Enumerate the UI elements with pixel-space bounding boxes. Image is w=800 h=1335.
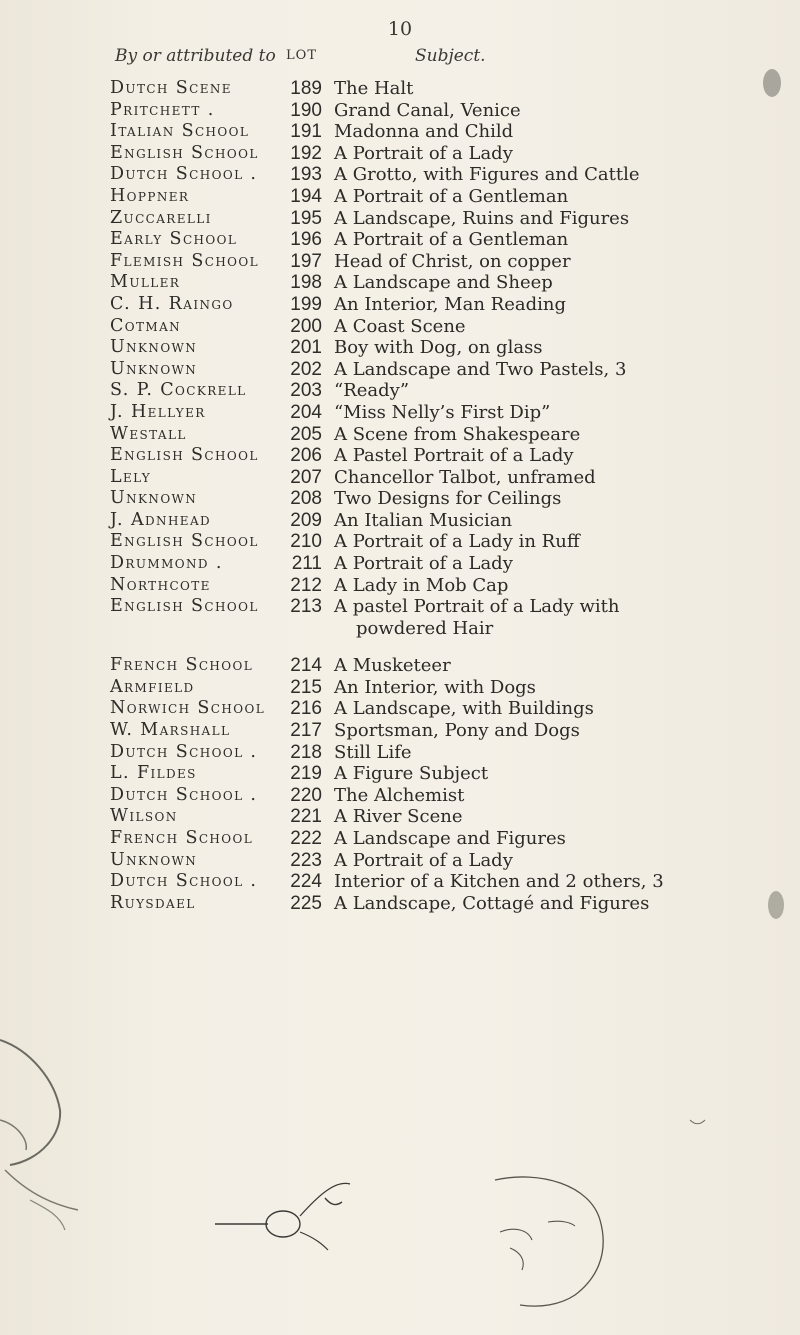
catalogue-entry <box>0 143 800 165</box>
artist-name: Armfield <box>110 676 195 697</box>
catalogue-entry <box>0 553 800 575</box>
lot-number: 199 <box>290 293 322 315</box>
artist-name: Flemish School <box>110 250 260 271</box>
subject-line: An Interior, with Dogs <box>334 676 536 698</box>
artist-name: Dutch School . <box>110 871 258 892</box>
subject-line: A River Scene <box>334 806 463 828</box>
catalogue-entry <box>0 893 800 915</box>
catalogue-entry <box>0 785 800 807</box>
artist-name: Dutch Scene <box>110 78 232 98</box>
catalogue-entry <box>0 510 800 532</box>
catalogue-entry <box>0 698 800 720</box>
subject-text <box>334 677 754 699</box>
catalogue-entry <box>0 229 800 251</box>
lot-number: 197 <box>290 250 322 272</box>
subject-line: A Coast Scene <box>334 315 466 337</box>
subject-line: A Grotto, with Figures and Cattle <box>334 164 640 186</box>
subject-line: A Landscape, Ruins and Figures <box>334 207 630 229</box>
artist-name: English School <box>110 596 259 617</box>
lot-number: 223 <box>290 849 322 871</box>
subject-line: “Ready” <box>334 380 410 402</box>
artist-name: English School <box>110 142 259 163</box>
artist-name: Norwich School <box>110 698 266 719</box>
subject-line: A Musketeer <box>334 655 451 677</box>
subject-line: Two Designs for Ceilings <box>334 488 562 510</box>
catalogue-list <box>0 78 800 914</box>
subject-line: Head of Christ, on copper <box>334 250 571 272</box>
catalogue-entry <box>0 742 800 764</box>
lot-number: 215 <box>290 676 322 698</box>
lot-number: 198 <box>290 272 322 294</box>
artist-name: Northcote <box>110 574 211 595</box>
catalogue-entry <box>0 720 800 742</box>
subject-text <box>334 359 754 381</box>
artist-name: Dutch School . <box>110 164 258 185</box>
artist-name: S. P. Cockrell <box>110 380 247 401</box>
lot-number: 206 <box>290 445 322 467</box>
subject-line: A Landscape, with Buildings <box>334 698 594 720</box>
lot-number: 210 <box>290 531 322 553</box>
catalogue-entry <box>0 164 800 186</box>
lot-number: 222 <box>290 828 322 849</box>
lot-number: 220 <box>290 784 322 806</box>
artist-name: English School <box>110 445 259 466</box>
lot-number: 207 <box>290 466 322 488</box>
subject-text <box>334 186 754 208</box>
artist-name: Unknown <box>110 358 198 379</box>
catalogue-entry <box>0 531 800 553</box>
artist-name: Unknown <box>110 488 198 509</box>
subject-line: A Portrait of a Lady <box>334 849 513 871</box>
lot-number: 212 <box>290 574 322 596</box>
artist-name: Hoppner <box>110 185 190 206</box>
subject-text <box>334 164 754 186</box>
subject-text <box>334 445 754 467</box>
subject-text <box>334 553 754 575</box>
lot-number: 202 <box>290 358 322 380</box>
artist-name: Dutch School . <box>110 784 258 805</box>
lot-number: 213 <box>290 596 322 618</box>
subject-line: A Lady in Mob Cap <box>334 574 509 596</box>
subject-line: A Landscape, Cottagé and Figures <box>334 892 650 914</box>
lot-number: 189 <box>290 78 322 99</box>
artist-name: English School <box>110 531 259 552</box>
catalogue-entry <box>0 294 800 316</box>
subject-line: “Miss Nelly’s First Dip” <box>334 401 551 423</box>
lot-number: 192 <box>290 142 322 164</box>
subject-text <box>334 806 754 828</box>
lot-number: 221 <box>290 806 322 828</box>
header-subject: Subject. <box>415 46 486 66</box>
column-header <box>0 46 800 72</box>
catalogue-entry <box>0 445 800 467</box>
subject-line: A Pastel Portrait of a Lady <box>334 445 574 467</box>
artist-name: Westall <box>110 423 187 444</box>
subject-text <box>334 208 754 230</box>
subject-text <box>334 251 754 273</box>
catalogue-entry <box>0 871 800 893</box>
subject-line: A Landscape and Two Pastels, 3 <box>334 358 627 380</box>
subject-text <box>334 698 754 720</box>
artist-name: Wilson <box>110 806 178 827</box>
subject-text <box>334 294 754 316</box>
subject-text <box>334 510 754 532</box>
subject-line: A Figure Subject <box>334 763 489 785</box>
catalogue-entry <box>0 316 800 338</box>
lot-number: 209 <box>290 509 322 531</box>
artist-name: J. Hellyer <box>110 401 206 422</box>
artist-name: W. Marshall <box>110 720 231 741</box>
catalogue-entry <box>0 424 800 446</box>
subject-line: Grand Canal, Venice <box>334 99 521 121</box>
subject-text <box>334 121 754 143</box>
catalogue-entry <box>0 488 800 510</box>
catalogue-entry <box>0 402 800 424</box>
subject-text <box>334 871 754 893</box>
lot-number: 211 <box>291 553 322 575</box>
artist-name: Cotman <box>110 315 182 336</box>
subject-line: A Portrait of a Gentleman <box>334 185 569 207</box>
artist-name: Unknown <box>110 849 198 870</box>
lot-number: 208 <box>290 488 322 510</box>
catalogue-entry <box>0 828 800 850</box>
catalogue-entry <box>0 806 800 828</box>
catalogue-entry <box>0 677 800 699</box>
catalogue-entry <box>0 251 800 273</box>
subject-text <box>334 424 754 446</box>
artist-name: Drummond . <box>110 553 223 574</box>
subject-line: A Landscape and Figures <box>334 828 566 849</box>
catalogue-entry <box>0 78 800 100</box>
catalogue-entry <box>0 272 800 294</box>
subject-line: Madonna and Child <box>334 121 514 143</box>
lot-number: 219 <box>290 763 322 785</box>
subject-line: Chancellor Talbot, unframed <box>334 466 596 488</box>
catalogue-entry <box>0 359 800 381</box>
lot-number: 193 <box>290 164 322 186</box>
catalogue-entry <box>0 337 800 359</box>
subject-text <box>334 763 754 785</box>
subject-line: An Italian Musician <box>334 509 513 531</box>
subject-text <box>334 229 754 251</box>
subject-text <box>334 337 754 359</box>
subject-text <box>334 596 754 639</box>
artist-name: Zuccarelli <box>110 207 212 228</box>
lot-number: 214 <box>290 655 322 677</box>
artist-name: Early School <box>110 229 238 250</box>
catalogue-entry <box>0 763 800 785</box>
subject-line: An Interior, Man Reading <box>334 293 566 315</box>
artist-name: French School <box>110 828 254 848</box>
lot-number: 191 <box>290 121 322 143</box>
catalogue-entry <box>0 121 800 143</box>
lot-number: 217 <box>290 720 322 742</box>
catalogue-entry <box>0 850 800 872</box>
subject-text <box>334 893 754 915</box>
lot-number: 195 <box>290 207 322 229</box>
subject-text <box>334 100 754 122</box>
artist-name: Pritchett . <box>110 99 215 120</box>
catalogue-entry <box>0 467 800 489</box>
lot-number: 200 <box>290 315 322 337</box>
header-artist: By or attributed to <box>115 46 276 66</box>
lot-number: 216 <box>290 698 322 720</box>
subject-text <box>334 272 754 294</box>
catalogue-entry <box>0 186 800 208</box>
catalogue-entry <box>0 575 800 597</box>
catalogue-entry <box>0 655 800 677</box>
subject-text <box>334 467 754 489</box>
catalogue-entry <box>0 100 800 122</box>
subject-line: Sportsman, Pony and Dogs <box>334 720 580 742</box>
catalogue-entry <box>0 596 800 639</box>
subject-text <box>334 380 754 402</box>
subject-text <box>334 78 754 100</box>
lot-number: 190 <box>290 99 322 121</box>
subject-text <box>334 720 754 742</box>
catalogue-entry <box>0 380 800 402</box>
subject-text <box>334 828 754 850</box>
lot-number: 218 <box>290 741 322 763</box>
subject-line: A pastel Portrait of a Lady with <box>334 596 620 618</box>
subject-text <box>334 316 754 338</box>
lot-number: 205 <box>290 423 322 445</box>
subject-line: A Portrait of a Lady <box>334 142 513 164</box>
artist-name: Unknown <box>110 337 198 358</box>
lot-number: 203 <box>290 380 322 402</box>
subject-text <box>334 488 754 510</box>
subject-line: A Portrait of a Gentleman <box>334 229 569 251</box>
subject-line: A Portrait of a Lady in Ruff <box>334 531 580 553</box>
subject-line: A Portrait of a Lady <box>334 553 513 575</box>
artist-name: Ruysdael <box>110 892 196 913</box>
subject-continuation: powdered Hair <box>356 617 494 639</box>
artist-name: Muller <box>110 272 181 293</box>
subject-text <box>334 655 754 677</box>
lot-number: 204 <box>290 401 322 423</box>
subject-text <box>334 742 754 764</box>
artist-name: L. Fildes <box>110 763 197 784</box>
page-number: 10 <box>387 18 413 40</box>
artist-name: Italian School <box>110 121 250 142</box>
subject-text <box>334 850 754 872</box>
artist-name: J. Adnhead <box>110 509 212 530</box>
lot-number: 196 <box>290 229 322 251</box>
lot-number: 225 <box>290 892 322 914</box>
subject-text <box>334 402 754 424</box>
subject-line: A Scene from Shakespeare <box>334 423 581 445</box>
subject-line: The Alchemist <box>334 784 465 806</box>
subject-text <box>334 785 754 807</box>
artist-name: French School <box>110 655 254 676</box>
artist-name: Dutch School . <box>110 741 258 762</box>
subject-text <box>334 143 754 165</box>
header-lot: LOT <box>286 48 317 63</box>
catalogue-entry <box>0 208 800 230</box>
lot-number: 224 <box>290 871 322 893</box>
subject-line: The Halt <box>334 78 414 99</box>
subject-text <box>334 531 754 553</box>
artist-name: Lely <box>110 466 152 487</box>
lot-number: 194 <box>290 185 322 207</box>
subject-line: Interior of a Kitchen and 2 others, 3 <box>334 871 664 893</box>
artist-name: C. H. Raingo <box>110 293 234 314</box>
subject-text <box>334 575 754 597</box>
subject-line: Boy with Dog, on glass <box>334 337 543 359</box>
subject-line: A Landscape and Sheep <box>334 272 553 294</box>
lot-number: 201 <box>290 337 322 359</box>
subject-line: Still Life <box>334 741 412 763</box>
